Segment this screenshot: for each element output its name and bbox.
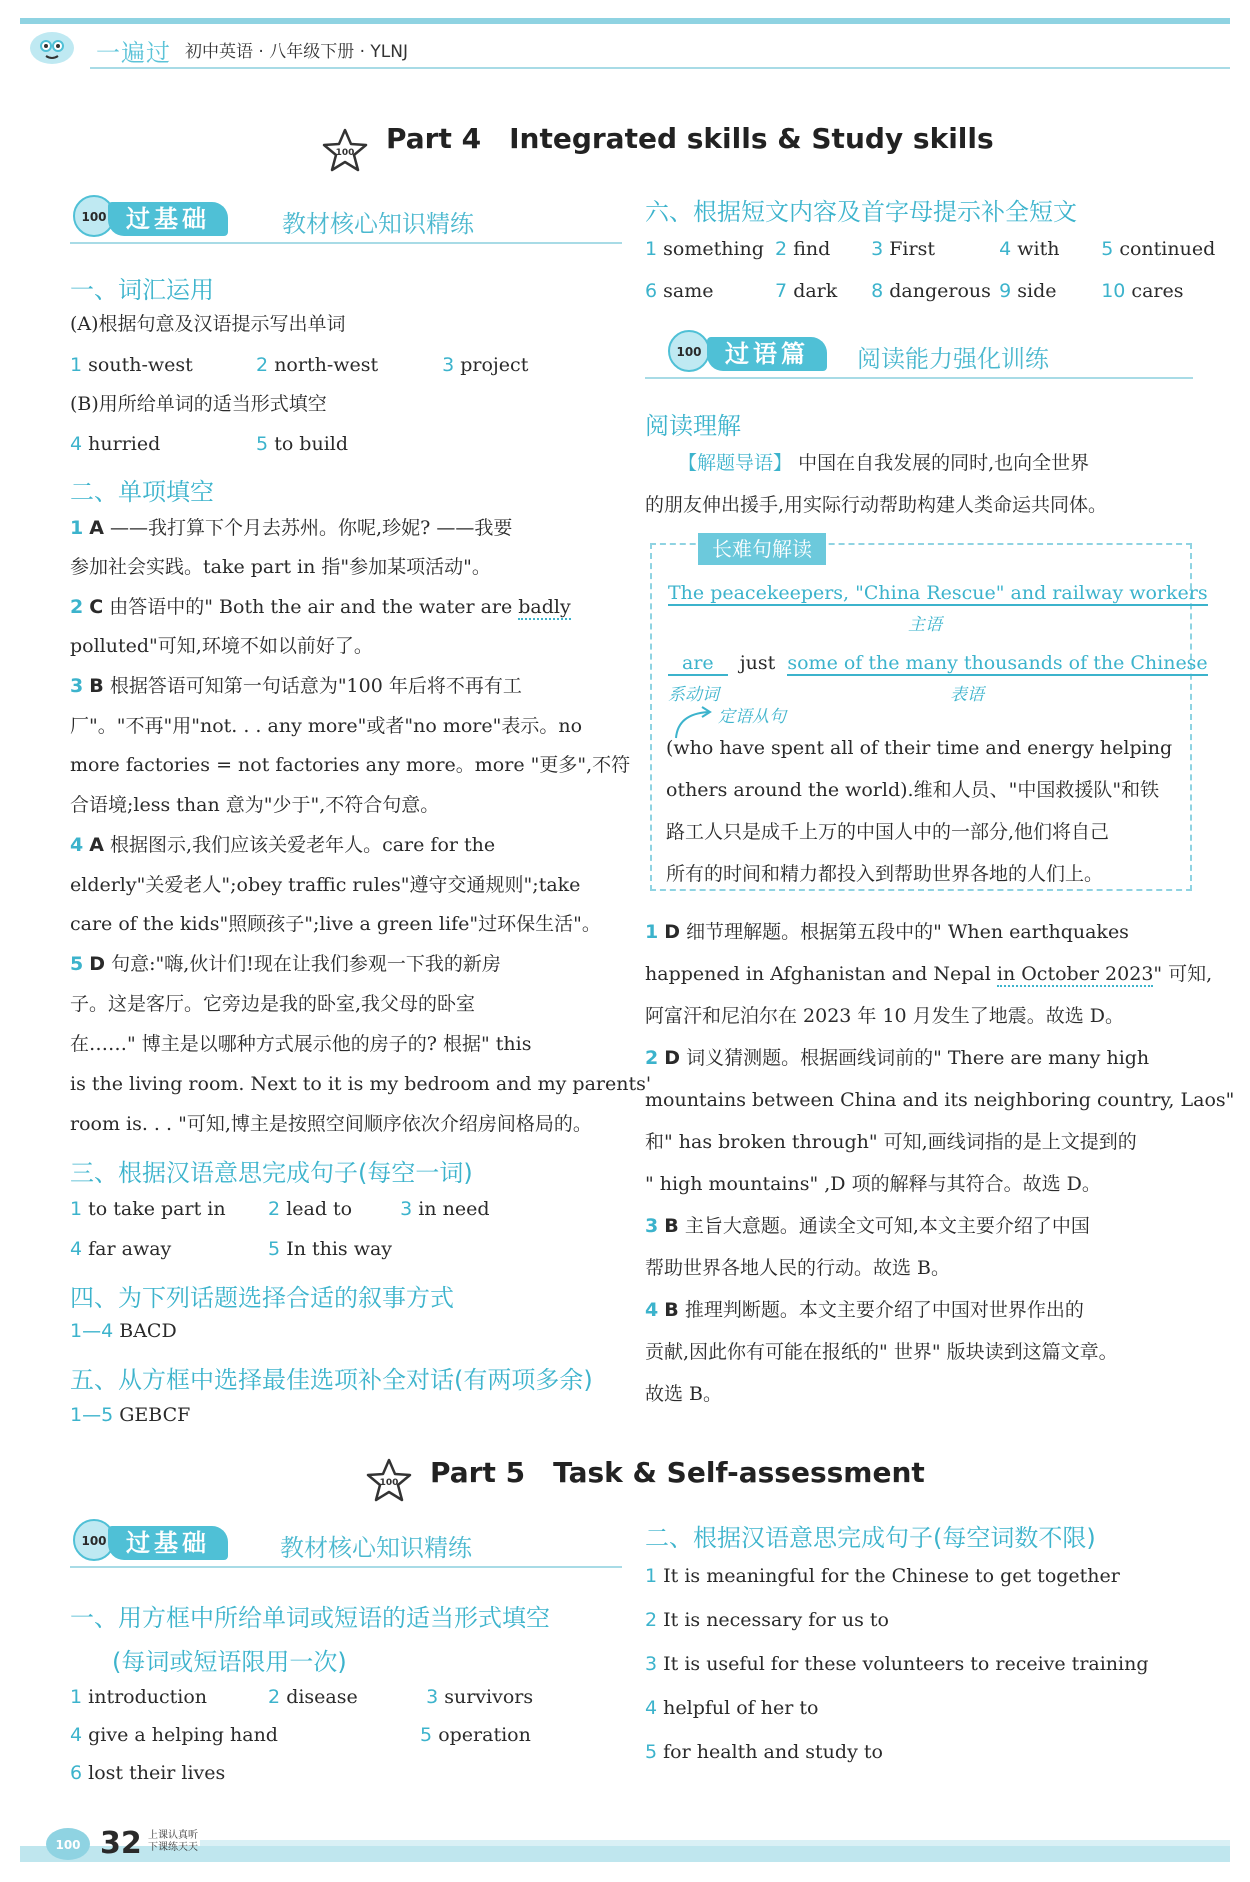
banner-subtitle: 教材核心知识精练 bbox=[280, 1534, 472, 1562]
mascot-icon bbox=[665, 327, 713, 377]
subsection-label: (A)根据句意及汉语提示写出单词 bbox=[70, 313, 346, 335]
answer-row: 3 It is useful for these volunteers to receive training bbox=[645, 1653, 1149, 1675]
arrow-icon bbox=[668, 700, 718, 740]
explanation-line: more factories = not factories any more。more "更多",不符 bbox=[70, 754, 631, 776]
part5-title: Part 5 Task & Self-assessment bbox=[430, 1456, 925, 1489]
explanation-line: happened in Afghanistan and Nepal in October 2023" 可知, bbox=[645, 963, 1213, 985]
banner-tag: 过语篇 bbox=[707, 337, 827, 371]
explanation-line: 2 C 由答语中的" Both the air and the water are badly bbox=[70, 596, 571, 618]
explanation-line: 1 A ——我打算下个月去苏州。你呢,珍妮? ——我要 bbox=[70, 517, 513, 539]
section-title: 六、根据短文内容及首字母提示补全短文 bbox=[645, 198, 1077, 226]
explanation-line: care of the kids"照顾孩子";live a green life"过环保生活"。 bbox=[70, 913, 601, 935]
clause-line: others around the world).维和人员、"中国救援队"和铁 bbox=[666, 779, 1160, 801]
explanation-line: 故选 B。 bbox=[645, 1383, 723, 1405]
banner-rule bbox=[645, 377, 1193, 379]
explanation-line: 在……" 博主是以哪种方式展示他的房子的? 根据" this bbox=[70, 1033, 532, 1055]
answer-row: 6 lost their lives bbox=[70, 1762, 226, 1784]
note-predicative: 表语 bbox=[950, 685, 984, 705]
clause-line: (who have spent all of their time and energy helping bbox=[666, 737, 1173, 759]
explanation-line: 阿富汗和尼泊尔在 2023 年 10 月发生了地震。故选 D。 bbox=[645, 1005, 1124, 1027]
banner-rule bbox=[70, 242, 622, 244]
svg-text:100: 100 bbox=[335, 148, 355, 158]
explanation-line: 5 D 句意:"嗨,伙计们!现在让我们参观一下我的新房 bbox=[70, 953, 501, 975]
long-sentence-tag: 长难句解读 bbox=[698, 533, 826, 565]
answer-row: 4 helpful of her to bbox=[645, 1697, 819, 1719]
banner-subtitle: 教材核心知识精练 bbox=[282, 210, 474, 238]
breadcrumb: 初中英语 · 八年级下册 · YLNJ bbox=[185, 42, 409, 62]
footer-note: 上课认真听 下课练天天 bbox=[148, 1830, 198, 1853]
star-logo-icon bbox=[322, 128, 368, 172]
page-number: 32 bbox=[100, 1826, 142, 1861]
answer-row: 1 something 2 find 3 First 4 with 5 continued bbox=[645, 238, 1216, 260]
answer-row: 4 hurried 5 to build bbox=[70, 433, 349, 455]
explanation-line: 3 B 主旨大意题。通读全文可知,本文主要介绍了中国 bbox=[645, 1215, 1090, 1237]
part4-right-banner bbox=[645, 327, 1193, 383]
section-title: 二、单项填空 bbox=[70, 478, 214, 506]
svg-text:100: 100 bbox=[81, 1534, 107, 1548]
sentence-predicate: are just some of the many thousands of the Chinese bbox=[668, 650, 1208, 676]
translation-line: 所有的时间和精力都投入到帮助世界各地的人们上。 bbox=[666, 863, 1104, 885]
banner-subtitle: 阅读能力强化训练 bbox=[857, 345, 1049, 373]
answer-row: 1 south-west 2 north-west 3 project bbox=[70, 354, 529, 376]
explanation-line: 1 D 细节理解题。根据第五段中的" When earthquakes bbox=[645, 921, 1129, 943]
explanation-line: polluted"可知,环境不如以前好了。 bbox=[70, 635, 373, 657]
part4-title: Part 4 Integrated skills & Study skills bbox=[386, 122, 994, 155]
section-title: 一、词汇运用 bbox=[70, 276, 214, 304]
guide-line: 的朋友伸出援手,用实际行动帮助构建人类命运共同体。 bbox=[645, 494, 1108, 516]
star-logo-icon bbox=[366, 1458, 412, 1502]
explanation-line: 参加社会实践。take part in 指"参加某项活动"。 bbox=[70, 556, 491, 578]
brand-name: 一遍过 bbox=[96, 39, 171, 67]
svg-text:100: 100 bbox=[676, 345, 702, 359]
note-verb: 系动词 bbox=[668, 685, 719, 705]
guide-line: 【解题导语】 中国在自我发展的同时,也向全世界 bbox=[678, 452, 1090, 474]
answer-row: 1 to take part in 2 lead to 3 in need bbox=[70, 1198, 490, 1220]
svg-text:100: 100 bbox=[55, 1838, 81, 1852]
explanation-line: 2 D 词义猜测题。根据画线词前的" There are many high bbox=[645, 1047, 1150, 1069]
section-title: 阅读理解 bbox=[645, 412, 741, 440]
explanation-line: 贡献,因此你有可能在报纸的" 世界" 版块读到这篇文章。 bbox=[645, 1341, 1118, 1363]
explanation-line: 帮助世界各地人民的行动。故选 B。 bbox=[645, 1257, 951, 1279]
part5-left-banner bbox=[70, 1516, 622, 1572]
explanation-line: is the living room. Next to it is my bedroom and my parents' bbox=[70, 1073, 652, 1095]
subsection-label: (B)用所给单词的适当形式填空 bbox=[70, 393, 327, 415]
banner-tag: 过基础 bbox=[108, 1526, 228, 1560]
banner-tag: 过基础 bbox=[108, 202, 228, 236]
explanation-line: " high mountains" ,D 项的解释与其符合。故选 D。 bbox=[645, 1173, 1101, 1195]
part4-left-banner bbox=[70, 192, 622, 248]
mascot-icon bbox=[40, 1822, 96, 1862]
section-title: 四、为下列话题选择合适的叙事方式 bbox=[70, 1284, 454, 1312]
answer-row: 1—4 BACD bbox=[70, 1320, 177, 1342]
answer-row: 2 It is necessary for us to bbox=[645, 1609, 889, 1631]
note-subject: 主语 bbox=[908, 615, 942, 635]
banner-rule bbox=[70, 1566, 622, 1568]
header-top-bar bbox=[20, 18, 1230, 24]
answer-row: 4 far away 5 In this way bbox=[70, 1238, 393, 1260]
answer-row: 6 same 7 dark 8 dangerous 9 side 10 cares bbox=[645, 280, 1184, 302]
answer-row: 4 give a helping hand 5 operation bbox=[70, 1724, 531, 1746]
mascot-icon bbox=[22, 26, 90, 66]
answer-row: 1 introduction 2 disease 3 survivors bbox=[70, 1686, 534, 1708]
explanation-line: elderly"关爱老人";obey traffic rules"遵守交通规则";take bbox=[70, 874, 581, 896]
section-title: 一、用方框中所给单词或短语的适当形式填空 bbox=[70, 1604, 550, 1632]
translation-line: 路工人只是成千上万的中国人中的一部分,他们将自己 bbox=[666, 821, 1110, 843]
section-title: (每词或短语限用一次) bbox=[112, 1648, 347, 1676]
section-title: 二、根据汉语意思完成句子(每空词数不限) bbox=[645, 1524, 1096, 1552]
explanation-line: 厂"。"不再"用"not. . . any more"或者"no more"表示。no bbox=[70, 715, 583, 737]
explanation-line: 子。这是客厅。它旁边是我的卧室,我父母的卧室 bbox=[70, 993, 476, 1015]
explanation-line: 和" has broken through" 可知,画线词指的是上文提到的 bbox=[645, 1131, 1137, 1153]
answer-row: 5 for health and study to bbox=[645, 1741, 883, 1763]
explanation-line: 4 B 推理判断题。本文主要介绍了中国对世界作出的 bbox=[645, 1299, 1084, 1321]
svg-text:100: 100 bbox=[379, 1478, 399, 1488]
answer-row: 1—5 GEBCF bbox=[70, 1404, 191, 1426]
header-rule bbox=[90, 67, 1230, 69]
footer-bar bbox=[20, 1846, 1230, 1862]
note-clause: 定语从句 bbox=[718, 707, 786, 727]
explanation-line: 合语境;less than 意为"少于",不符合句意。 bbox=[70, 794, 440, 816]
section-title: 三、根据汉语意思完成句子(每空一词) bbox=[70, 1159, 473, 1187]
sentence-subject: The peacekeepers, "China Rescue" and railway workers bbox=[668, 582, 1208, 604]
section-title: 五、从方框中选择最佳选项补全对话(有两项多余) bbox=[70, 1366, 593, 1394]
explanation-line: 3 B 根据答语可知第一句话意为"100 年后将不再有工 bbox=[70, 675, 522, 697]
explanation-line: 4 A 根据图示,我们应该关爱老年人。care for the bbox=[70, 834, 496, 856]
explanation-line: mountains between China and its neighboring country, Laos" bbox=[645, 1089, 1235, 1111]
answer-row: 1 It is meaningful for the Chinese to get together bbox=[645, 1565, 1120, 1587]
explanation-line: room is. . . "可知,博主是按照空间顺序依次介绍房间格局的。 bbox=[70, 1113, 592, 1135]
svg-text:100: 100 bbox=[81, 210, 107, 224]
